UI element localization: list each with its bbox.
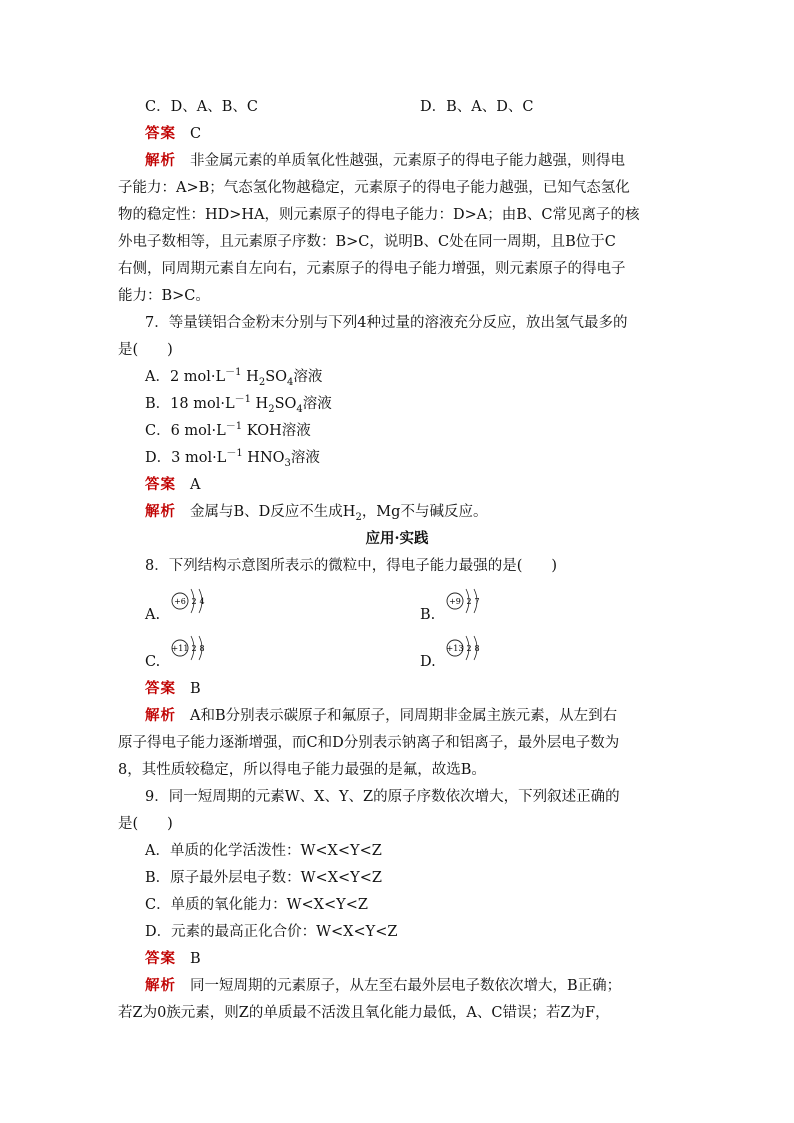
q9-option-d: D．元素的最高正化合价：W<X<Y<Z: [145, 924, 398, 940]
answer-value: B: [190, 951, 201, 967]
option-text: 溶液: [290, 450, 320, 466]
shell-electron-count: 8: [474, 644, 480, 653]
nucleus-charge: +6: [174, 597, 186, 606]
formula: SO: [274, 396, 297, 412]
q6-analysis-line-1: [145, 151, 625, 171]
analysis-label: 解析: [145, 977, 176, 994]
formula: H: [250, 396, 269, 412]
option-text: B．18 mol·L: [145, 396, 235, 412]
atom-structure-diagram-d: [443, 632, 495, 664]
q8-analysis-line-2: 原子得电子能力逐渐增强，而C和D分别表示钠离子和铝离子，最外层电子数为: [118, 735, 620, 751]
q8-label-b: B.: [420, 607, 436, 623]
q6-answer: [145, 124, 201, 144]
answer-value: C: [190, 126, 202, 142]
q7-stem-line-2: 是( ): [118, 342, 173, 358]
q8-analysis-line-1: [145, 706, 617, 726]
atom-structure-diagram-a: [168, 585, 220, 617]
q8-label-c: C.: [145, 654, 161, 670]
subscript: 4: [296, 403, 303, 415]
answer-label: 答案: [145, 680, 176, 697]
answer-label: 答案: [145, 476, 176, 493]
q9-option-a: A．单质的化学活泼性：W<X<Y<Z: [145, 843, 382, 859]
option-text: 溶液: [293, 369, 323, 385]
option-text: KOH溶液: [242, 423, 311, 439]
analysis-text: A和B分别表示碳原子和氟原子，同周期非金属主族元素，从左到右: [190, 708, 618, 724]
atom-svg: [168, 632, 220, 664]
shell-electron-count: 2: [191, 644, 197, 653]
option-text: 溶液: [302, 396, 332, 412]
nucleus-charge: +9: [449, 597, 461, 606]
q9-stem-line-2: 是( ): [118, 816, 173, 832]
analysis-text: 同一短周期的元素原子，从左至右最外层电子数依次增大，B正确；: [190, 978, 622, 994]
answer-label: 答案: [145, 125, 176, 142]
option-text: A．2 mol·L: [145, 369, 226, 385]
q7-answer: [145, 475, 200, 495]
subscript: 4: [287, 376, 294, 388]
q9-stem-line-1: 9．同一短周期的元素W、X、Y、Z的原子序数依次增大，下列叙述正确的: [145, 789, 620, 805]
shell-electron-count: 2: [466, 644, 472, 653]
formula: SO: [265, 369, 288, 385]
atom-structure-diagram-c: [168, 632, 220, 664]
atom-structure-diagram-b: [443, 585, 495, 617]
q6-analysis-line-4: 外电子数相等，且元素原子序数：B>C，说明B、C处在同一周期，且B位于C: [118, 234, 616, 250]
option-text: D．3 mol·L: [145, 450, 227, 466]
superscript: －1: [234, 394, 251, 406]
q6-analysis-line-2: 子能力：A>B；气态氢化物越稳定，元素原子的得电子能力越强，已知气态氢化: [118, 180, 630, 196]
superscript: －1: [226, 448, 243, 460]
shell-electron-count: 2: [191, 597, 197, 606]
q6-analysis-line-6: 能力：B>C。: [118, 288, 210, 304]
q9-answer: [145, 949, 201, 969]
formula: HNO: [242, 450, 285, 466]
q7-option-d: [145, 448, 320, 468]
analysis-text: ，Mg不与碱反应。: [361, 504, 488, 520]
subscript: 2: [355, 511, 362, 523]
q7-option-a: [145, 367, 322, 387]
q8-answer: [145, 679, 201, 699]
answer-value: A: [190, 477, 201, 493]
q8-stem: 8．下列结构示意图所表示的微粒中，得电子能力最强的是( ): [145, 558, 558, 574]
answer-value: B: [190, 681, 201, 697]
q6-analysis-line-3: 物的稳定性：HD>HA，则元素原子的得电子能力：D>A；由B、C常见离子的核: [118, 207, 640, 223]
nucleus-charge: +11: [171, 644, 189, 653]
shell-electron-count: 8: [199, 644, 205, 653]
option-text: C．6 mol·L: [145, 423, 226, 439]
q9-option-c: C．单质的氧化能力：W<X<Y<Z: [145, 897, 368, 913]
subscript: 2: [268, 403, 275, 415]
q6-option-d: D．B、A、D、C: [420, 99, 534, 115]
superscript: －1: [225, 421, 243, 433]
q7-stem-line-1: 7．等量镁铝合金粉末分别与下列4种过量的溶液充分反应，放出氢气最多的: [145, 315, 628, 331]
q7-analysis: [145, 502, 487, 522]
formula: H: [241, 369, 259, 385]
section-title: 应用·实践: [365, 530, 429, 547]
nucleus-charge: +13: [446, 644, 464, 653]
shell-electron-count: 4: [199, 597, 205, 606]
atom-svg: [443, 632, 495, 664]
subscript: 3: [284, 457, 291, 469]
q9-analysis-line-1: [145, 976, 621, 996]
analysis-text: 非金属元素的单质氧化性越强，元素原子的得电子能力越强，则得电: [190, 153, 625, 169]
analysis-label: 解析: [145, 503, 176, 520]
shell-electron-count: 7: [474, 597, 480, 606]
q8-analysis-line-3: 8，其性质较稳定，所以得电子能力最强的是氟，故选B。: [118, 762, 486, 778]
analysis-text: 金属与B、D反应不生成H: [190, 504, 356, 520]
analysis-label: 解析: [145, 707, 176, 724]
answer-label: 答案: [145, 950, 176, 967]
q9-option-b: B．原子最外层电子数：W<X<Y<Z: [145, 870, 382, 886]
superscript: －1: [225, 367, 242, 379]
atom-svg: [168, 585, 220, 617]
q9-analysis-line-2: 若Z为0族元素，则Z的单质最不活泼且氧化能力最低，A、C错误；若Z为F，: [118, 1005, 610, 1021]
q7-option-c: [145, 421, 311, 441]
q6-option-c: C．D、A、B、C: [145, 99, 258, 115]
subscript: 2: [258, 376, 266, 388]
atom-svg: [443, 585, 495, 617]
q8-label-d: D.: [420, 654, 436, 670]
q8-label-a: A.: [145, 607, 161, 623]
q7-option-b: [145, 394, 332, 414]
analysis-label: 解析: [145, 152, 176, 169]
shell-electron-count: 2: [466, 597, 472, 606]
q6-analysis-line-5: 右侧，同周期元素自左向右，元素原子的得电子能力增强，则元素原子的得电子: [118, 261, 626, 277]
